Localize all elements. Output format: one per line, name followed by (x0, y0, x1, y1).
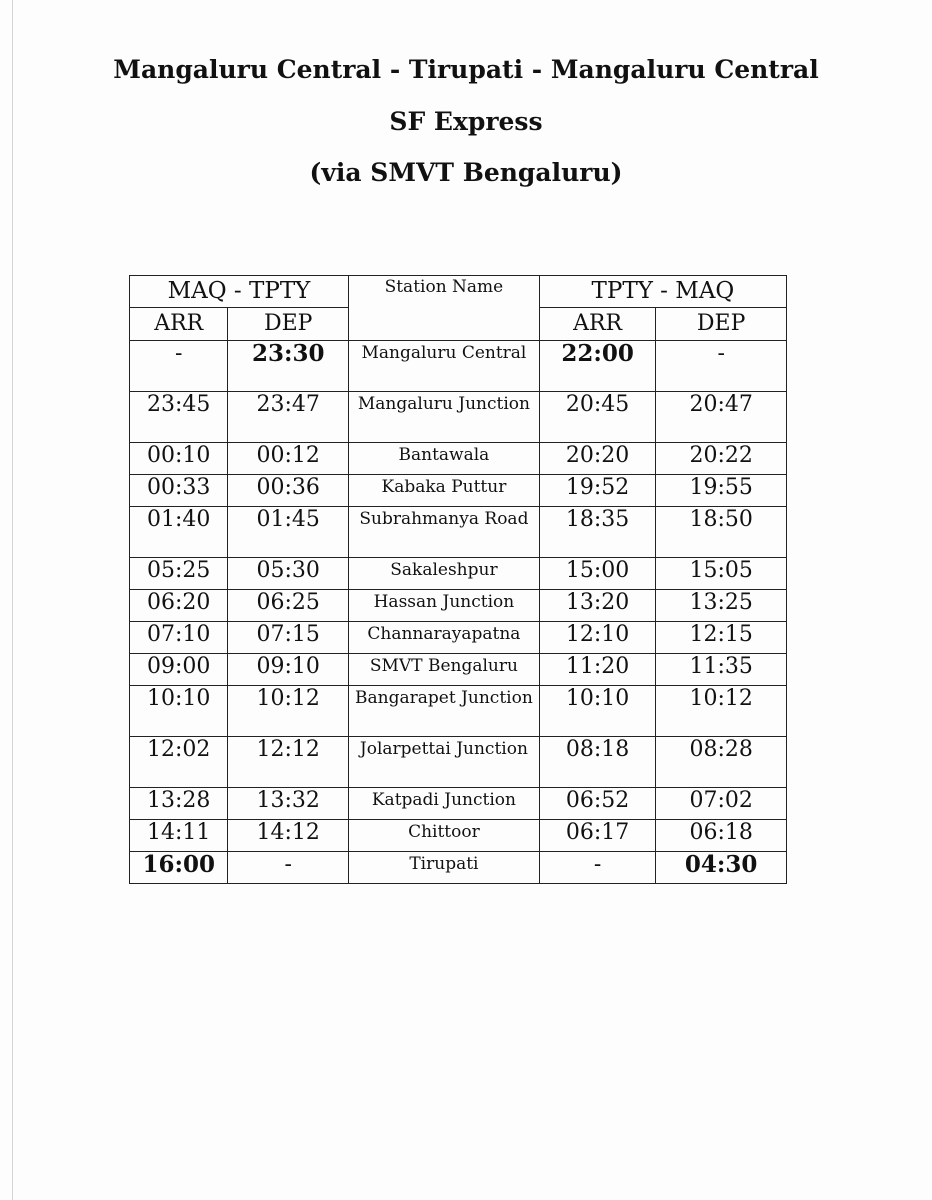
tpty-dep: - (656, 341, 787, 392)
maq-dep: 06:25 (228, 590, 349, 622)
maq-dep: 12:12 (228, 737, 349, 788)
maq-arr: 10:10 (130, 686, 228, 737)
table-row (130, 341, 787, 392)
station-name: Bantawala (348, 443, 539, 475)
table-row (130, 622, 787, 654)
tpty-arr: 20:45 (539, 392, 656, 443)
title-via: (via SMVT Bengaluru) (309, 158, 623, 187)
tpty-arr: 06:52 (539, 788, 656, 820)
station-name: Tirupati (348, 852, 539, 884)
tpty-dep: 06:18 (656, 820, 787, 852)
tpty-arr: 06:17 (539, 820, 656, 852)
maq-dep: 00:12 (228, 443, 349, 475)
tpty-dep: 08:28 (656, 737, 787, 788)
maq-arr: 01:40 (130, 507, 228, 558)
station-name: Bangarapet Junction (348, 686, 539, 737)
maq-dep: 14:12 (228, 820, 349, 852)
tpty-maq-header: TPTY - MAQ (539, 276, 786, 308)
table-row (130, 686, 787, 737)
table-row (130, 443, 787, 475)
maq-dep: 00:36 (228, 475, 349, 507)
tpty-dep: 13:25 (656, 590, 787, 622)
title-train-type: SF Express (389, 107, 543, 136)
station-name: Subrahmanya Road (348, 507, 539, 558)
station-name: SMVT Bengaluru (348, 654, 539, 686)
maq-arr: 23:45 (130, 392, 228, 443)
table-row (130, 475, 787, 507)
table-row (130, 507, 787, 558)
maq-dep: 01:45 (228, 507, 349, 558)
maq-arr: 06:20 (130, 590, 228, 622)
tpty-dep: 19:55 (656, 475, 787, 507)
maq-dep: 05:30 (228, 558, 349, 590)
maq-dep: 09:10 (228, 654, 349, 686)
tpty-arr: 19:52 (539, 475, 656, 507)
maq-arr: 16:00 (130, 852, 228, 884)
tpty-arr: 12:10 (539, 622, 656, 654)
table-row (130, 737, 787, 788)
maq-arr-header: ARR (130, 308, 228, 341)
tpty-arr: 13:20 (539, 590, 656, 622)
station-name: Channarayapatna (348, 622, 539, 654)
tpty-arr: 10:10 (539, 686, 656, 737)
tpty-dep: 20:47 (656, 392, 787, 443)
maq-arr: 14:11 (130, 820, 228, 852)
tpty-dep: 04:30 (656, 852, 787, 884)
table-row (130, 654, 787, 686)
maq-dep: 23:47 (228, 392, 349, 443)
table-row (130, 392, 787, 443)
station-name: Katpadi Junction (348, 788, 539, 820)
maq-arr: 12:02 (130, 737, 228, 788)
title-route: Mangaluru Central - Tirupati - Mangaluru Central (113, 55, 819, 84)
timetable (129, 275, 787, 884)
maq-arr: 13:28 (130, 788, 228, 820)
maq-dep: 13:32 (228, 788, 349, 820)
maq-arr: 05:25 (130, 558, 228, 590)
maq-tpty-header: MAQ - TPTY (130, 276, 349, 308)
table-row (130, 558, 787, 590)
tpty-arr: 11:20 (539, 654, 656, 686)
maq-dep: - (228, 852, 349, 884)
tpty-dep: 10:12 (656, 686, 787, 737)
maq-arr: - (130, 341, 228, 392)
tpty-arr: - (539, 852, 656, 884)
maq-dep: 10:12 (228, 686, 349, 737)
tpty-dep: 20:22 (656, 443, 787, 475)
tpty-arr: 15:00 (539, 558, 656, 590)
tpty-arr-header: ARR (539, 308, 656, 341)
table-row (130, 788, 787, 820)
tpty-dep: 07:02 (656, 788, 787, 820)
table-row (130, 590, 787, 622)
station-name-header: Station Name (348, 276, 539, 341)
tpty-dep: 15:05 (656, 558, 787, 590)
maq-dep-header: DEP (228, 308, 349, 341)
tpty-arr: 08:18 (539, 737, 656, 788)
station-name: Chittoor (348, 820, 539, 852)
tpty-dep: 11:35 (656, 654, 787, 686)
tpty-arr: 22:00 (539, 341, 656, 392)
maq-arr: 07:10 (130, 622, 228, 654)
maq-dep: 23:30 (228, 341, 349, 392)
tpty-arr: 20:20 (539, 443, 656, 475)
table-row (130, 820, 787, 852)
maq-arr: 00:10 (130, 443, 228, 475)
maq-dep: 07:15 (228, 622, 349, 654)
station-name: Sakaleshpur (348, 558, 539, 590)
tpty-dep: 12:15 (656, 622, 787, 654)
station-name: Jolarpettai Junction (348, 737, 539, 788)
maq-arr: 09:00 (130, 654, 228, 686)
station-name: Mangaluru Central (348, 341, 539, 392)
tpty-arr: 18:35 (539, 507, 656, 558)
maq-arr: 00:33 (130, 475, 228, 507)
station-name: Mangaluru Junction (348, 392, 539, 443)
tpty-dep-header: DEP (656, 308, 787, 341)
station-name: Hassan Junction (348, 590, 539, 622)
tpty-dep: 18:50 (656, 507, 787, 558)
table-row (130, 852, 787, 884)
station-name: Kabaka Puttur (348, 475, 539, 507)
